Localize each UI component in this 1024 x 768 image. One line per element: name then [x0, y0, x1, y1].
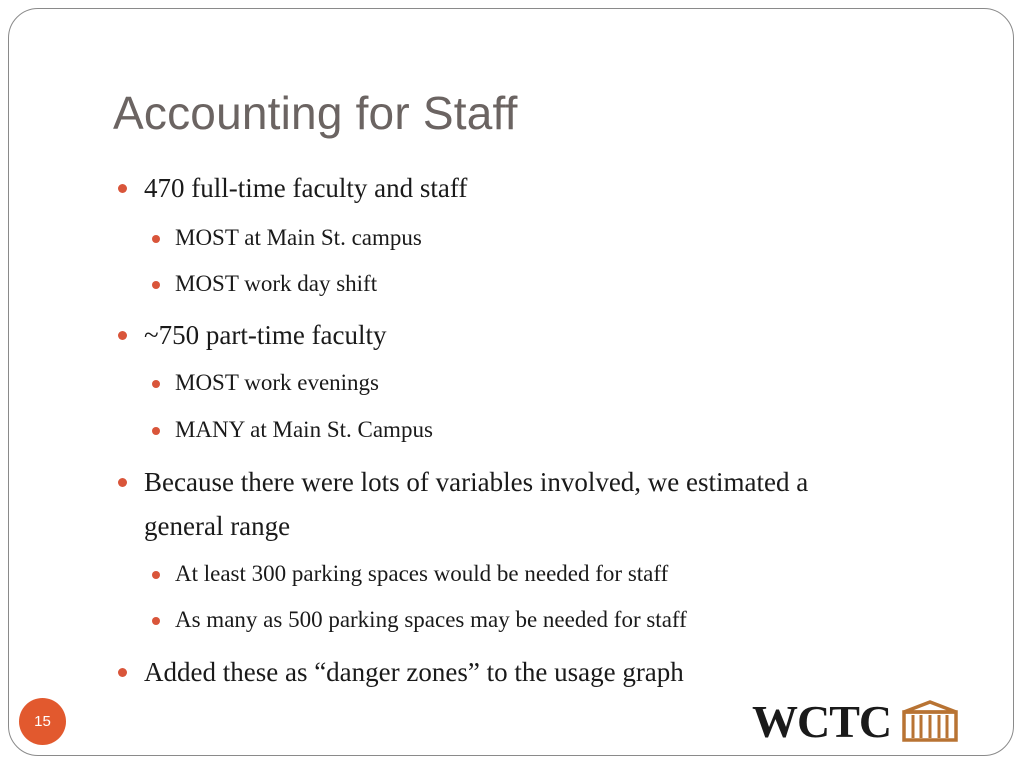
bullet-text: Added these as “danger zones” to the usage graph — [144, 657, 684, 687]
bullet-text: MOST at Main St. campus — [175, 225, 422, 250]
bullet-item — [118, 313, 387, 357]
bullet-dot-icon — [118, 668, 127, 677]
sub-bullet-item — [152, 605, 687, 635]
bullet-text: ~750 part-time faculty — [144, 320, 387, 350]
bullet-text: As many as 500 parking spaces may be needed for staff — [175, 607, 687, 632]
bullet-dot-icon — [152, 281, 160, 289]
bullet-text: MOST work evenings — [175, 370, 380, 395]
sub-bullet-item — [152, 559, 668, 589]
bullet-text: general range — [144, 511, 291, 541]
bullet-text: MANY at Main St. Campus — [175, 417, 433, 442]
wctc-logo — [752, 698, 962, 746]
bullet-item — [118, 460, 808, 504]
bullet-dot-icon — [152, 617, 160, 625]
building-columns-icon — [902, 700, 958, 742]
bullet-text: At least 300 parking spaces would be needed for staff — [175, 561, 669, 586]
bullet-dot-icon — [152, 571, 160, 579]
sub-bullet-item — [152, 269, 377, 299]
bullet-dot-icon — [118, 331, 127, 340]
bullet-dot-icon — [118, 184, 127, 193]
sub-bullet-item — [152, 223, 422, 253]
bullet-dot-icon — [118, 478, 127, 487]
bullet-dot-icon — [152, 235, 160, 243]
page-number-badge — [19, 698, 66, 745]
bullet-item — [118, 166, 467, 210]
sub-bullet-item — [152, 368, 379, 398]
page-number: 15 — [34, 713, 51, 730]
bullet-item — [118, 650, 684, 694]
slide-title: Accounting for Staff — [113, 87, 518, 139]
sub-bullet-item — [152, 415, 433, 445]
bullet-text: 470 full-time faculty and staff — [144, 173, 468, 203]
bullet-text-continuation — [144, 504, 290, 548]
bullet-dot-icon — [152, 380, 160, 388]
bullet-dot-icon — [152, 427, 160, 435]
bullet-text: MOST work day shift — [175, 271, 378, 296]
bullet-text: Because there were lots of variables involved, we estimated a — [144, 467, 809, 497]
logo-text: WCTC — [752, 696, 892, 747]
